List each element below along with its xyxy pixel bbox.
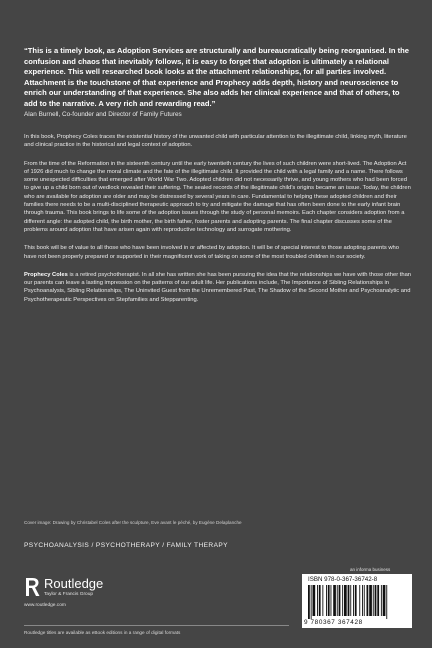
description-paragraph-1: In this book, Prophecy Coles traces the existential history of the unwanted child with particular attention to the illegitimate child, linking myth, literature and clinical practice in the historical and legal context of adoption. bbox=[24, 134, 407, 149]
author-name: Prophecy Coles bbox=[24, 271, 68, 278]
barcode-bar bbox=[381, 585, 382, 616]
footer-divider bbox=[24, 625, 289, 626]
author-bio-text: is a retired psychotherapist. In all she has written she has been pursuing the idea that the relationships we have with those other than our parents can leave a lasting impression on the patterns of our adult life. Her publications include, The Importance of Sibling Relationships in Psychoanalysis, Sibling Relationships, The Uninvited Guest from the Unremembered Past, The Shadow of the Second Mother and Psychoanalytic and Psychotherapeutic Perspectives on Stepfamilies and Stepparenting. bbox=[24, 271, 412, 303]
barcode-bar bbox=[373, 585, 374, 616]
description-paragraph-3: This book will be of value to all those who have been involved in or affected by adoption. It will be of special interest to those adopting parents who have not been properly prepared or supported in their magnificent work of taking on some of the most troubled children in our society. bbox=[24, 245, 399, 260]
barcode-bar bbox=[355, 585, 357, 616]
barcode-bar bbox=[317, 585, 318, 616]
cover-image-credit: Cover image: Drawing by Christabel Coles after the sculpture, Eve avant le péché, by Eugène Delaplanche bbox=[24, 520, 242, 525]
barcode-bar bbox=[337, 585, 338, 616]
routledge-r-icon bbox=[24, 576, 40, 598]
barcode-bar bbox=[344, 585, 347, 616]
barcode-bar bbox=[331, 585, 332, 616]
endorsement-quote: “This is a timely book, as Adoption Services are structurally and bureaucratically being reorganised. In the confusion and chaos that inevitably follows, it is easy to forget that adoption is ultimately a relational experience. This well researched book looks at the attachment relationships, for all parties involved. Attachment is the touchstone of that experience and Prophecy adds depth, history and neuroscience to enrich our understanding of that experience. She also adds her clinical experience and that of others, to add to the narrative. A very rich and rewarding read.” bbox=[24, 46, 410, 108]
barcode-bar bbox=[308, 585, 310, 619]
barcode-bar bbox=[375, 585, 377, 616]
publisher-name: Routledge bbox=[44, 576, 104, 591]
barcode-bar bbox=[353, 585, 354, 616]
ebook-note: Routledge titles are available as eBook editions in a range of digital formats bbox=[24, 630, 181, 635]
publisher-url: www.routledge.com bbox=[24, 603, 66, 608]
barcode-number: 9 780367 367428 bbox=[304, 619, 363, 626]
barcode-bar bbox=[342, 585, 343, 616]
barcode-bar bbox=[383, 585, 386, 616]
isbn-label: ISBN 978-0-367-36742-8 bbox=[308, 576, 378, 583]
publisher-group: Taylor & Francis Group bbox=[44, 592, 94, 597]
barcode-bar bbox=[333, 585, 336, 616]
publisher-logo bbox=[24, 576, 134, 610]
description-paragraph-2: From the time of the Reformation in the sixteenth century until the early twentieth century the lives of such children were short-lived. The Adoption Act of 1926 did much to change the moral climate and the fate of the illegitimate child. It provided the child with a legal family and a name. There follows some unexpected difficulties that emerged after World War Two. Adopted children did not necessarily thrive, and young mothers who had been forced to give up a child born out of wedlock revealed their suffering. The sealed records of the illegitimate child’s origins became an issue. Today, the children who are available for adoption are older and may be distressed by several years in care. Fundamental to helping these adopted children and their families there needs to be a multi-disciplined therapeutic approach to try and mitigate the damage that has often been done to the early infant brain through trauma. This book brings to life some of the adoption issues through the study of personal memoirs. Each chapter considers adoption from a different angle: the adopted child, the birth mother, the birth father, foster parents and adopting parents. The final chapter discusses some of the problems around adoption that have arisen again with reproductive technology and surrogate mothering. bbox=[24, 160, 411, 233]
barcode-bar bbox=[326, 585, 327, 616]
quote-attribution: Alan Burnell, Co-founder and Director of Family Futures bbox=[24, 111, 182, 118]
barcode-bar bbox=[386, 585, 387, 619]
barcode-bar bbox=[322, 585, 323, 616]
barcode-bar bbox=[319, 585, 321, 616]
barcode-bar bbox=[313, 585, 316, 616]
barcode-bar bbox=[369, 585, 372, 616]
barcode-bar bbox=[364, 585, 365, 616]
author-bio-paragraph bbox=[24, 271, 412, 304]
barcode-bar bbox=[348, 585, 350, 616]
barcode-bar bbox=[377, 585, 379, 616]
subject-categories: PSYCHOANALYSIS / PSYCHOTHERAPY / FAMILY THERAPY bbox=[24, 542, 228, 549]
barcode-bar bbox=[350, 585, 351, 616]
informa-tag: an informa business bbox=[350, 567, 391, 572]
barcode-icon bbox=[306, 585, 406, 619]
barcode-bar bbox=[367, 585, 369, 616]
barcode-bar bbox=[362, 585, 363, 616]
barcode-bar bbox=[311, 585, 312, 619]
barcode-bar bbox=[339, 585, 341, 616]
barcode-bar bbox=[359, 585, 360, 616]
barcode-bar bbox=[328, 585, 330, 616]
cover-text-block bbox=[24, 46, 412, 304]
